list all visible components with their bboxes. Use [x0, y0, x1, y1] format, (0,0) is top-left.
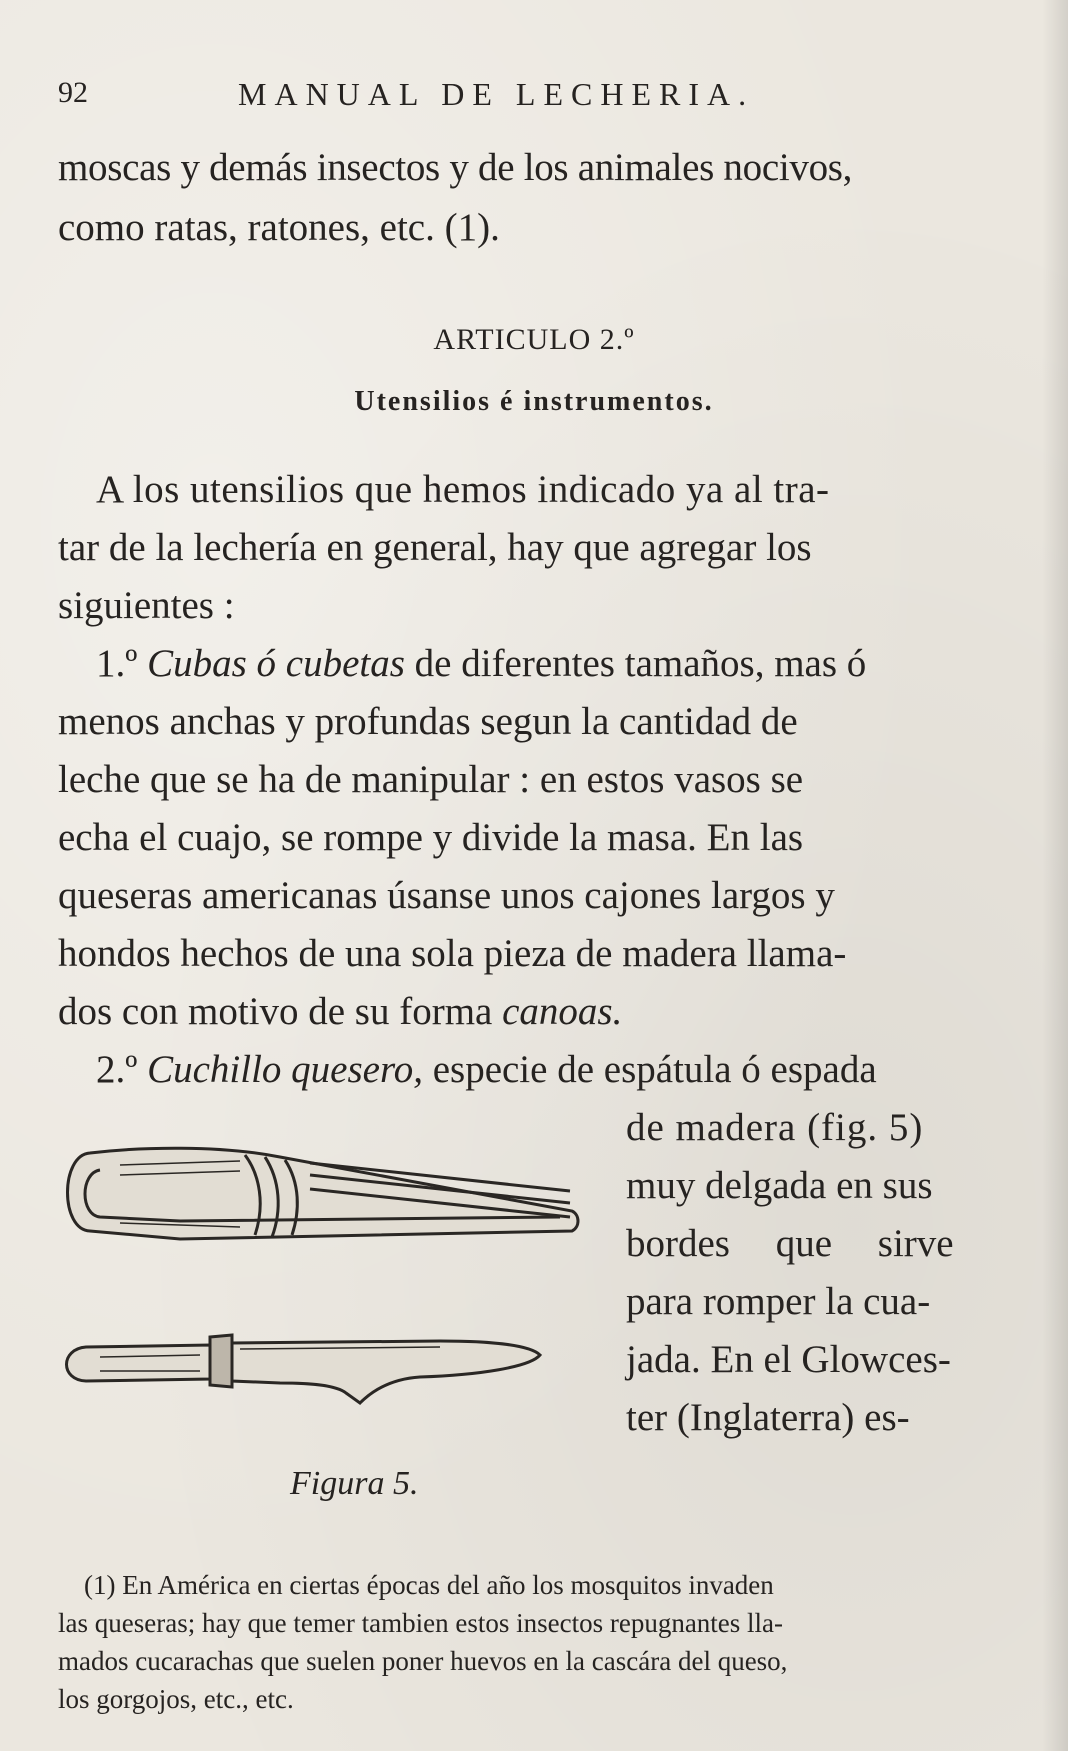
text-line: menos anchas y profundas segun la cantidad de — [58, 700, 798, 743]
text-line: jada. En el Glowces- — [626, 1338, 951, 1381]
item-number: 1.º — [96, 642, 138, 685]
running-title: MANUAL DE LECHERIA. — [238, 76, 755, 112]
footnote-line: los gorgojos, etc., etc. — [58, 1684, 294, 1714]
footnote-line: mados cucarachas que suelen poner huevos en la cascára del queso, — [58, 1646, 788, 1676]
footnote-line: las queseras; hay que temer tambien estos insectos repugnantes lla- — [58, 1608, 784, 1638]
item-number: 2.º — [96, 1048, 138, 1091]
text-line: ter (Inglaterra) es- — [626, 1396, 910, 1439]
figure-caption: Figura 5. — [290, 1465, 419, 1502]
item-term: canoas. — [502, 990, 623, 1033]
list-item-2-first-line — [96, 1050, 877, 1089]
text-line: bordes que sirve — [626, 1222, 954, 1265]
text-line: hondos hechos de una sola pieza de madera llama- — [58, 932, 847, 975]
text-line: siguientes : — [58, 584, 235, 627]
text-line: muy delgada en sus — [626, 1164, 933, 1207]
item-term: Cuchillo quesero, — [147, 1048, 423, 1091]
footnote-line: (1) En América en ciertas épocas del año los mosquitos invaden — [84, 1570, 774, 1600]
text-line: queseras americanas úsanse unos cajones largos y — [58, 874, 835, 917]
text-line: como ratas, ratones, etc. (1). — [58, 206, 500, 249]
cheese-knife-illustration — [60, 1135, 580, 1435]
text-line: echa el cuajo, se rompe y divide la masa. En las — [58, 816, 804, 859]
item-term: Cubas ó cubetas — [147, 642, 405, 685]
section-title: ARTICULO 2.º — [433, 323, 635, 356]
running-header — [58, 76, 938, 116]
item-text: especie de espátula ó espada — [432, 1048, 877, 1091]
text-line: moscas y demás insectos y de los animales nocivos, — [58, 146, 853, 189]
item-text: de diferentes tamaños, mas ó — [414, 642, 867, 685]
text-line: leche que se ha de manipular : en estos vasos se — [58, 758, 804, 801]
list-item-1-first-line — [96, 644, 866, 683]
section-subtitle: Utensilios é instrumentos. — [354, 386, 714, 417]
text-line: para romper la cua- — [626, 1280, 931, 1323]
item-text: dos con motivo de su forma — [58, 990, 493, 1033]
text-line: A los utensilios que hemos indicado ya al tra- — [96, 468, 830, 511]
text-line — [58, 992, 622, 1031]
page-number: 92 — [58, 76, 88, 109]
text-line: tar de la lechería en general, hay que agregar los — [58, 526, 812, 569]
text-line: de madera (fig. 5) — [626, 1106, 924, 1149]
